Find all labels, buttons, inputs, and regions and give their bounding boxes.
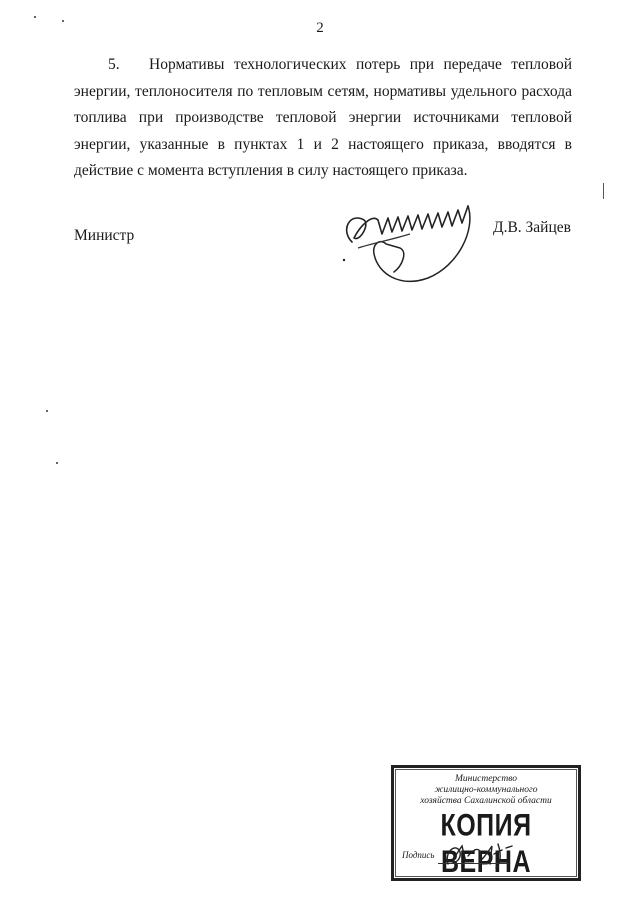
scan-speck: [62, 20, 64, 22]
handwritten-signature: [330, 190, 480, 290]
stamp-sign-label: Подпись: [402, 850, 435, 860]
scan-speck: [46, 410, 48, 412]
scan-speck: [56, 462, 58, 464]
stamp-org-line: хозяйства Сахалинской области: [420, 796, 552, 806]
stamp-handwritten-signature: [442, 838, 522, 872]
signatory-name: Д.В. Зайцев: [493, 219, 571, 236]
stamp-org-line: жилищно-коммунального: [434, 785, 538, 795]
paragraph-5: [74, 52, 572, 185]
stamp-org-line: Министерство: [455, 774, 517, 784]
scan-speck: [34, 16, 36, 18]
certified-copy-stamp: [391, 765, 581, 881]
signatory-title: Министр: [74, 227, 135, 244]
paragraph-text: Нормативы технологических потерь при передаче тепловой энергии, теплоносителя по тепловым сетям, нормативы удельного расхода топлива при производстве тепловой энергии источниками тепловой энергии, указанные в пунктах 1 и 2 настоящего приказа, вводятся в действие с момента вступления в силу настоящего приказа.: [74, 56, 572, 179]
page-number: 2: [316, 20, 324, 36]
paragraph-number: 5.: [108, 56, 120, 73]
stamp-title: КОПИЯ ВЕРНА: [440, 808, 532, 880]
edge-mark: [603, 183, 604, 199]
